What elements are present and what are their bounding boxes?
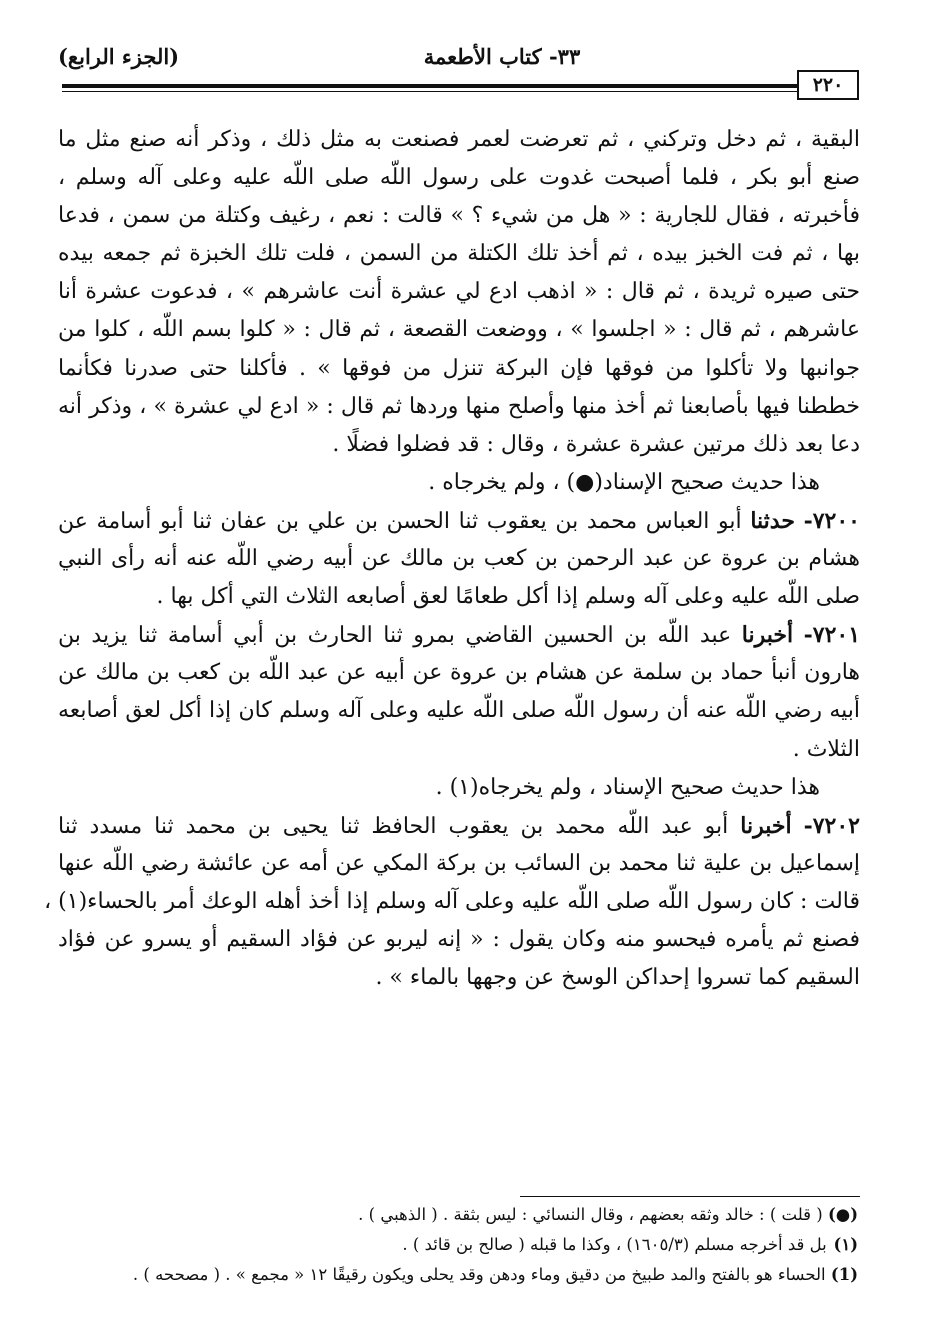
narration-keyword: أخبرنا [740,812,792,839]
narration-keyword: حدثنا [750,507,795,534]
footnote-text: الحساء هو بالفتح والمد طبيخ من دقيق وماء ودهن وقد يحلى ويكون رقيقًا ١٢ « مجمع » . ( مصححه ) . [132,1265,826,1284]
hadith-7201 [58,616,860,768]
footnote-text: ( قلت ) : خالد وثقه بعضهم ، وقال النسائي : ليس بثقة . ( الذهبي ) . [358,1205,823,1224]
text-line: أبو عبد اللّه محمد بن يعقوب الحافظ ثنا يحيى بن محمد ثنا مسدد ثنا [58,813,729,839]
hadith-7200 [58,502,860,616]
text-line: قالت : كان رسول اللّه صلى اللّه عليه وعلى آله وسلم إذا أخذ أهله الوعك أمر بالحساء(١) ، [44,888,860,914]
text-line: دعا بعد ذلك مرتين عشرة عشرة ، وقال : قد فضلوا فضلًا . [332,431,860,457]
footnote-separator [520,1196,860,1197]
footnote [58,1200,858,1230]
header-rule-thin [62,91,797,92]
text-line: فأخبرته ، فقال للجارية : « هل من شيء ؟ » قالت : نعم ، رغيف وكتلة من سمن ، فدعا [58,203,861,229]
page-number: ٢٢٠ [797,70,859,100]
text-line: عاشرهم ، ثم قال : « اجلسوا » ، ووضعت القصعة ، ثم قال : « كلوا بسم اللّه ، كلوا من [58,317,860,343]
running-header-book-title: ٣٣- كتاب الأطعمة [423,44,581,69]
text-line: حتى صيره ثريدة ، ثم قال : « اذهب ادع لي عشرة أنت عاشرهم » ، فدعوت عشرة أنا [58,279,860,305]
text-line: صلى اللّه عليه وعلى آله وسلم إذا أكل طعامًا لعق أصابعه الثلاث التي أكل بها . [156,584,860,610]
hadith-number: ٧٢٠١- [803,622,861,649]
text-line: السقيم كما تسروا إحداكن الوسخ عن وجهها بالماء » . [375,965,860,991]
footnote [58,1230,858,1260]
footnotes [58,1200,858,1290]
footnote-marker: (١) [833,1235,858,1254]
footnote-marker: (●) [827,1205,858,1224]
grading-note: هذا حديث صحيح الإسناد(●) ، ولم يخرجاه . [428,469,820,495]
hadith-7202 [44,807,860,997]
grading-note: هذا حديث صحيح الإسناد ، ولم يخرجاه(١) . [435,774,820,800]
text-line: عبد اللّه بن الحسين القاضي بمرو ثنا الحارث بن أبي أسامة ثنا يزيد بن [58,623,732,649]
running-header-volume: (الجزء الرابع) [58,44,180,69]
text-line: البقية ، ثم دخل وتركني ، ثم تعرضت لعمر فصنعت به مثل ذلك ، وذكر أنه صنع مثل ما [58,127,860,152]
text-line: إسماعيل بن علية ثنا محمد بن السائب بن بركة المكي عن أمه عن عائشة رضي اللّه عنها [58,850,860,876]
text-line: بها ، ثم فت الخبز بيده ، ثم أخذ تلك الكتلة من السمن ، فلت تلك الخبزة ثم جمعه بيده [58,241,860,267]
header-rule-thick [62,84,797,88]
paragraph-continuation [58,121,860,464]
footnote-text: بل قد أخرجه مسلم (١٦٠٥/٣) ، وكذا ما قبله ( صالح بن قائد ) . [402,1235,827,1254]
text-line: خططنا فيها بأصابعنا ثم أخذ منها وأصلح منها وردها ثم قال : « ادع لي عشرة » ، وذكر أنه [58,393,860,419]
text-line: جوانبها ولا تأكلوا من فوقها فإن البركة تنزل من فوقها » . فأكلنا حتى صدرنا فكأنما [58,355,860,381]
narration-keyword: أخبرنا [741,622,794,649]
footnote-marker: (1) [830,1265,858,1284]
text-line: فصنع ثم يأمره فيحسو منه وكان يقول : « إنه ليربو عن فؤاد السقيم أو يسرو عن فؤاد [58,926,860,952]
text-line: أبو العباس محمد بن يعقوب ثنا الحسن بن علي بن عفان ثنا أبو أسامة عن [58,508,742,534]
text-line: صنع أبو بكر ، فلما أصبحت غدوت على رسول اللّه صلى اللّه عليه وعلى آله وسلم ، [58,165,860,191]
text-line: أبيه رضي اللّه عنه أن رسول اللّه صلى اللّه عليه وعلى آله وسلم كان إذا أكل لعق أصابعه [58,698,860,724]
text-line: الثلاث . [792,736,860,762]
footnote [58,1260,858,1290]
hadith-number: ٧٢٠٠- [803,507,860,534]
text-line: هارون أنبأ حماد بن سلمة عن هشام بن عروة عن أبيه عن عبد اللّه بن كعب بن مالك عن [58,660,860,686]
hadith-number: ٧٢٠٢- [803,812,860,839]
main-text [44,121,861,997]
text-line: هشام بن عروة عن عبد الرحمن بن كعب بن مالك عن أبيه رضي اللّه عنه أنه رأى النبي [58,546,860,572]
